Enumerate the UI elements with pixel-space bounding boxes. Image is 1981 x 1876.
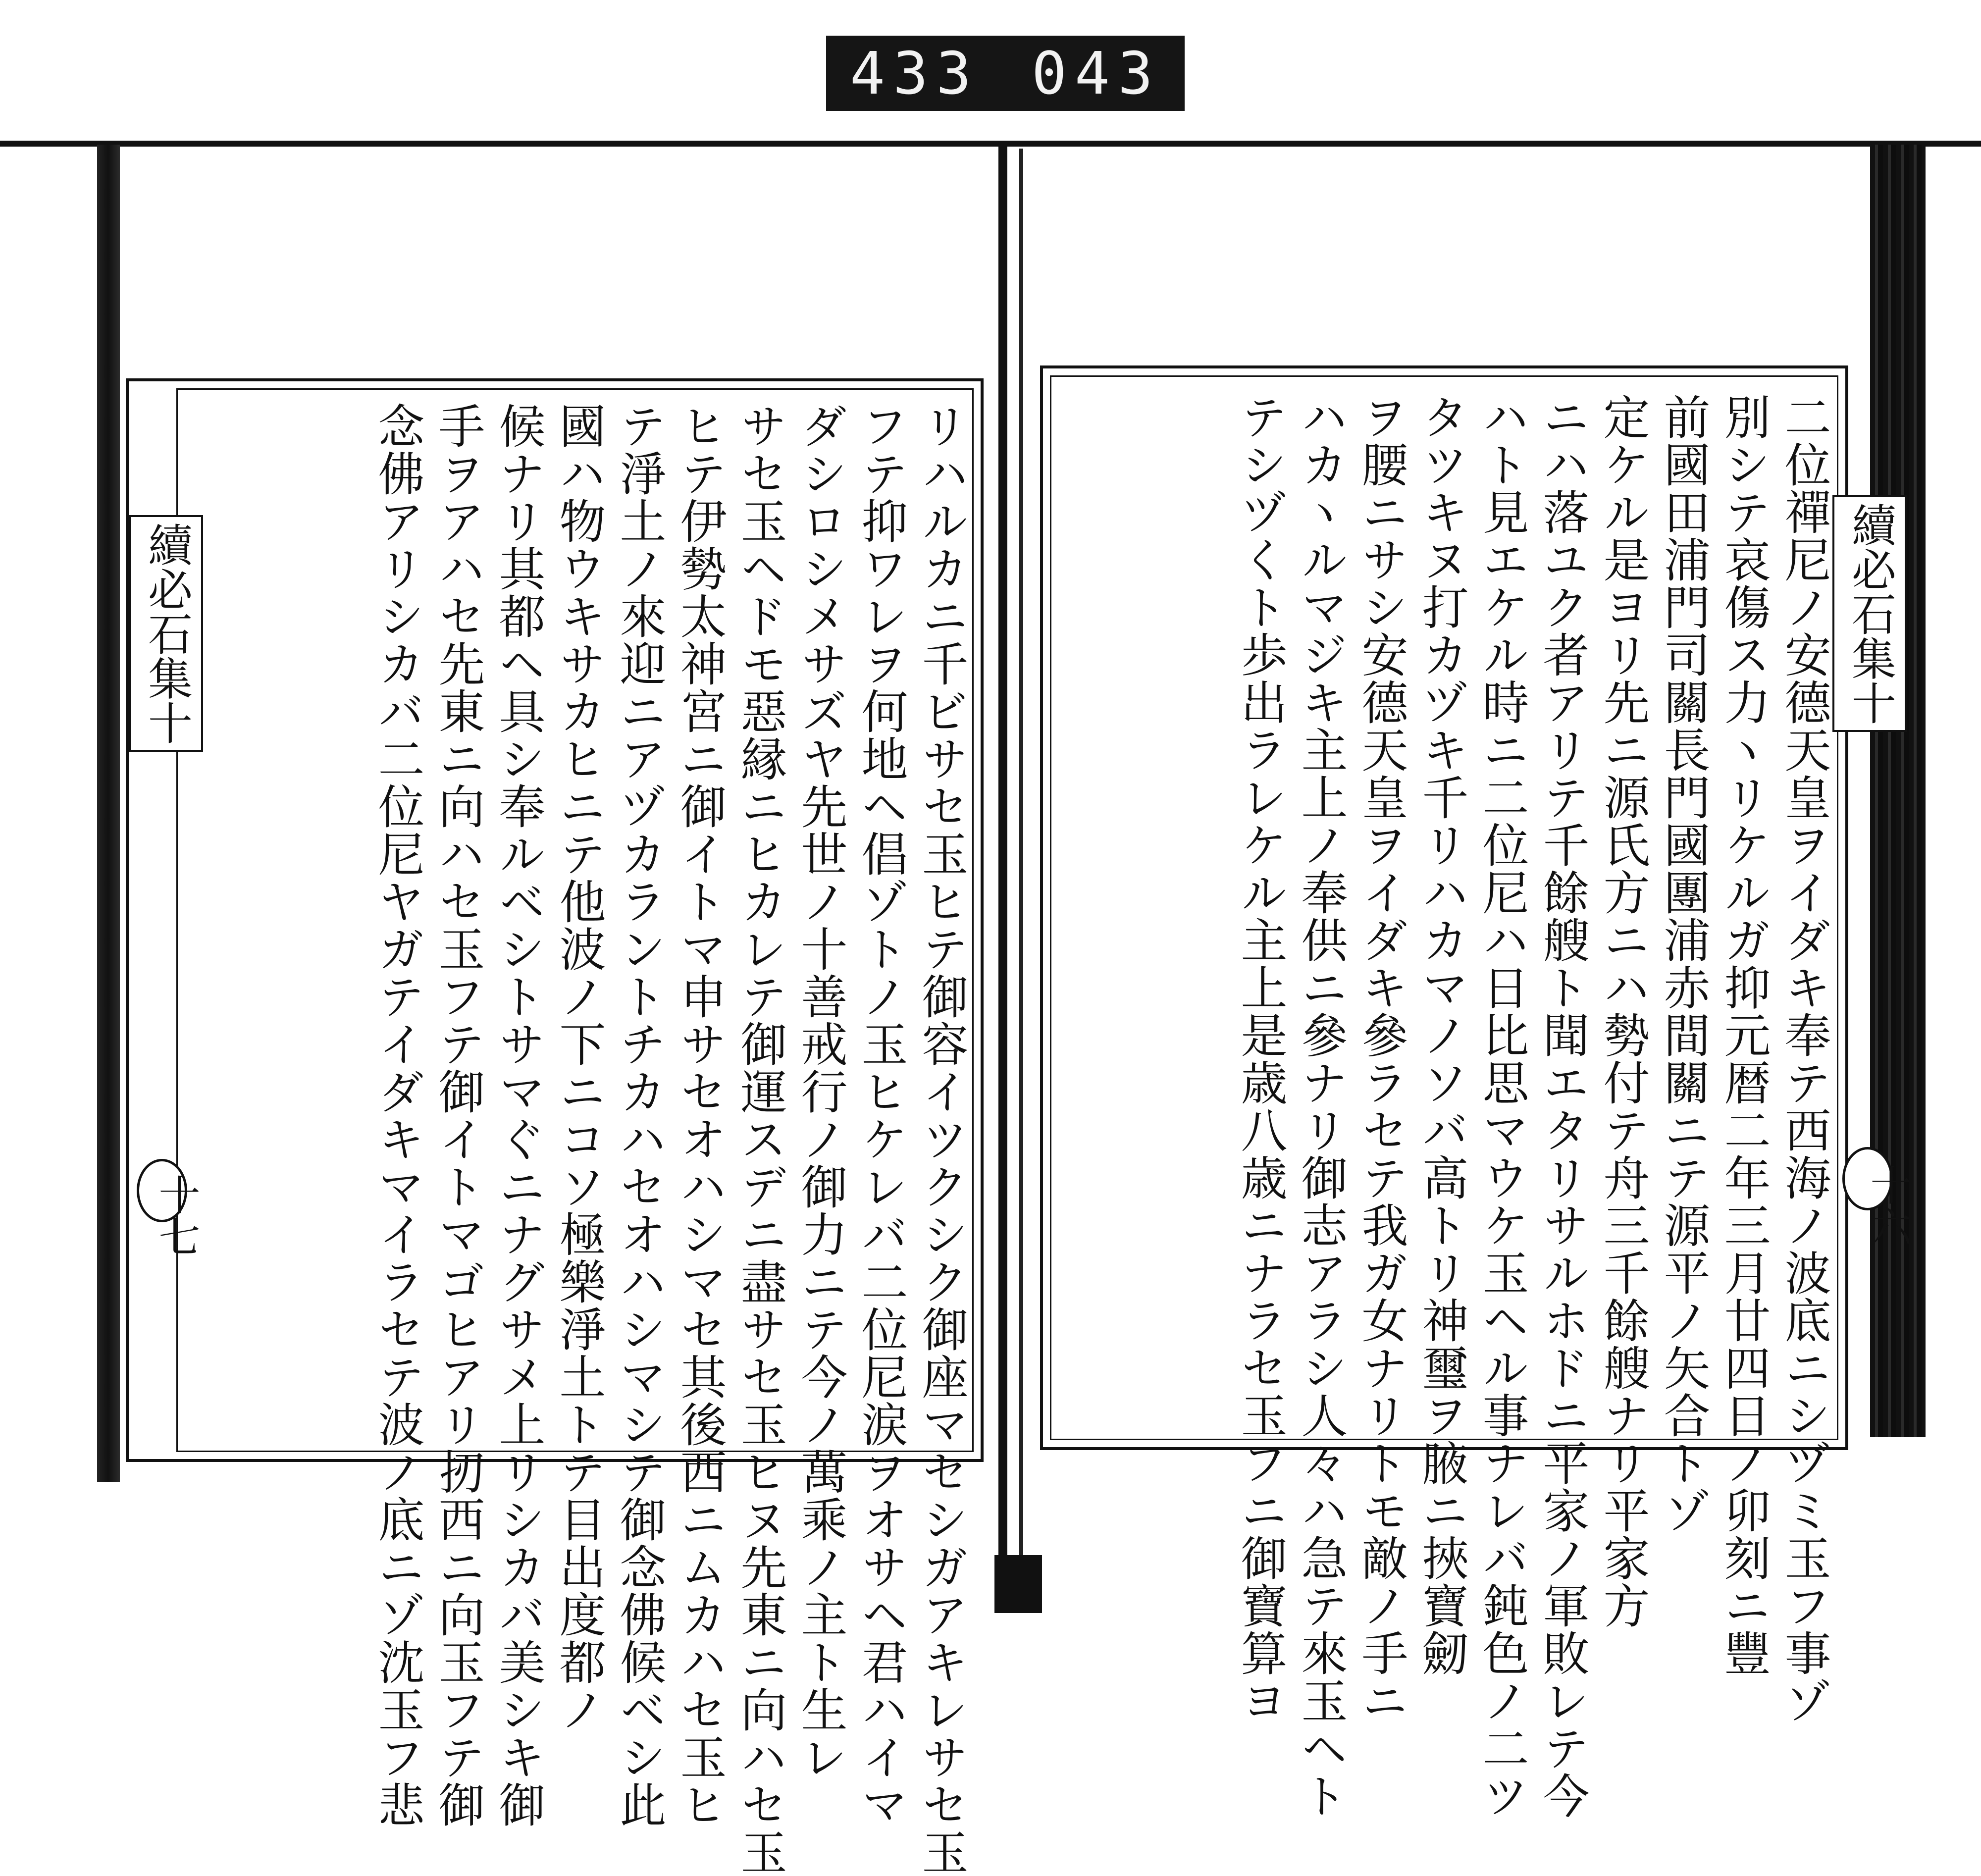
text-column: タツキヌ打カヅキ千リハカマノソバ高トリ神璽ヲ腋ニ挾寶劒 [1414,393,1468,1677]
left-page-text [191,402,968,1876]
text-column: 別シテ哀傷ス力ヽリケルガ抑元暦二年三月廿四日ノ卯刻ニ豐 [1716,393,1770,1677]
text-column: テシヅくト歩出ラレケル主上是歳八歳ニナラセ玉フニ御寶算ヨ [1233,393,1287,1724]
left-page-margin-title: 續必石集十 [129,515,203,752]
right-page [1040,365,1848,1820]
book-top-edge [0,141,1981,147]
text-column: ハカヽルマジキ主上ノ奉供ニ參ナリ御志アラシ人々ハ急テ來玉ヘト [1293,393,1347,1820]
text-column: フテ抑ワレヲ何地ヘ倡ゾトノ玉ヒケレバ二位尼涙ヲオサヘ君ハイマ [853,402,907,1828]
text-column: 手ヲアハセ先東ニ向ハセ玉フテ御イトマゴヒアリ扨西ニ向玉フテ御 [430,402,484,1828]
left-page-fold-number: 十七 [152,1174,201,1257]
archive-number-right: 043 [1031,39,1161,107]
text-column: ニハ落ユク者アリテ千餘艘ト聞エタリサルホドニ平家ノ軍敗レテ今 [1535,393,1589,1820]
text-column: リハルカニ千ビサセ玉ヒテ御容イツクシク御座マセシガアキレサセ玉 [914,402,968,1876]
text-column: 候ナリ其都ヘ具シ奉ルベシトサマぐニナグサメ上リシカバ美シキ御 [491,402,545,1828]
text-column: 定ケル是ヨリ先ニ源氏方ニハ勢付テ舟三千餘艘ナリ平家方 [1595,393,1649,1629]
text-column: ハト見エケル時ニ二位尼ハ日比思マウケ玉ヘル事ナレバ鈍色ノ二ツ [1474,393,1528,1820]
book-gutter [998,145,1007,1611]
binding-stub [994,1555,1042,1613]
text-column: 前國田浦門司關長門國團浦赤間關ニテ源平ノ矢合トゾ [1656,393,1710,1534]
book-gutter-shadow [1019,149,1023,1605]
left-book-edge [97,145,120,1482]
right-page-margin-title: 續必石集十 [1832,495,1907,732]
right-page-text [1064,393,1830,1820]
text-column: 國ハ物ウキサカヒニテ他波ノ下ニコソ極樂淨土トテ目出度都ノ [551,402,605,1733]
left-page [126,378,984,1876]
text-column: ヲ腰ニサシ安德天皇ヲイダキ參ラセテ我ガ女ナリトモ敵ノ手ニ [1354,393,1408,1724]
text-column: サセ玉ヘドモ惡縁ニヒカレテ御運スデニ盡サセ玉ヒヌ先東ニ向ハセ玉 [732,402,786,1876]
archive-number-left: 433 [850,39,980,107]
text-column: テ淨土ノ來迎ニアヅカラントチカハセオハシマシテ御念佛候ベシ此 [612,402,666,1828]
right-page-fold-number: 十六 [1864,1164,1912,1247]
text-column: 二位禪尼ノ安德天皇ヲイダキ奉テ西海ノ波底ニシヅミ玉フ事ゾ [1776,393,1830,1724]
text-column: ヒテ伊勢太神宮ニ御イトマ申サセオハシマセ其後西ニムカハセ玉ヒ [672,402,726,1828]
text-column: ダシロシメサズヤ先世ノ十善戒行ノ御力ニテ今ノ萬乘ノ主ト生レ [793,402,847,1781]
text-column: 念佛アリシカバ二位尼ヤガテイダキマイラセテ波ノ底ニゾ沈玉フ悲 [370,402,424,1828]
